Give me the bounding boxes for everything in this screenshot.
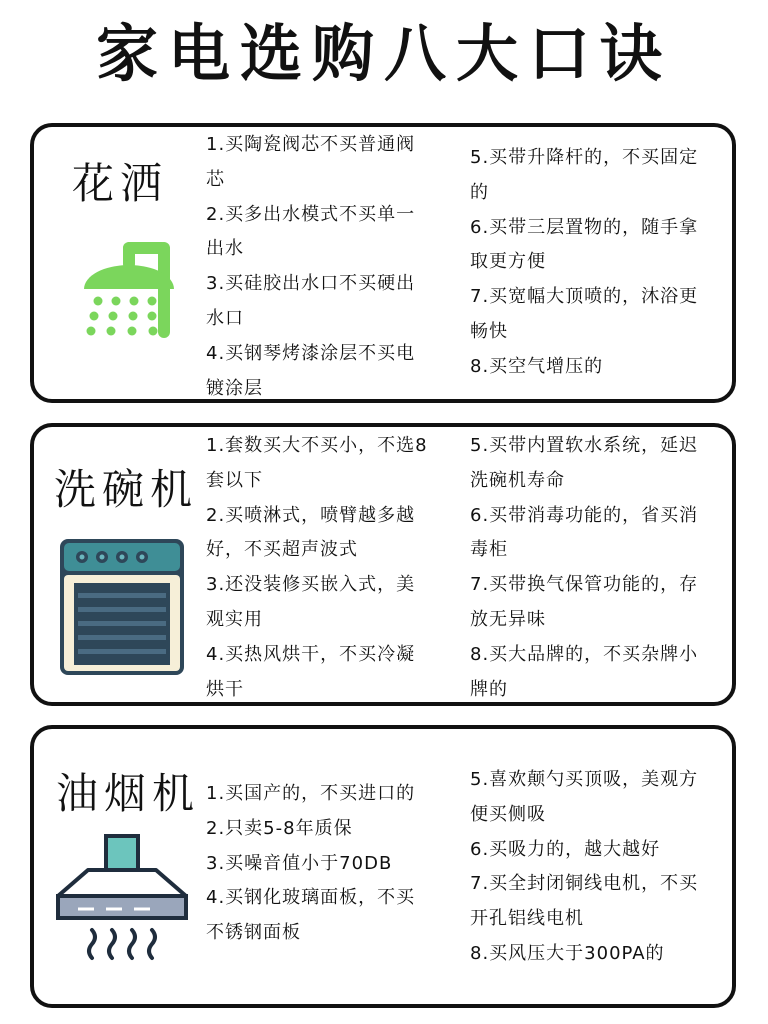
dishwasher-icon xyxy=(58,537,186,683)
range-hood-card xyxy=(30,725,736,1008)
shower-label: 花洒 xyxy=(72,159,169,208)
tip-line: 洗碗机寿命 xyxy=(470,469,565,491)
shower-tips-left xyxy=(206,128,415,406)
tip-line: 2.买喷淋式，喷臂越多越 xyxy=(206,504,416,526)
dishwasher-tips-left xyxy=(206,429,428,707)
tip-line: 7.买带换气保管功能的，存 xyxy=(470,574,699,596)
dishwasher-tips-right xyxy=(470,429,698,707)
tip-line: 6.买吸力的，越大越好 xyxy=(470,838,661,860)
tip-line: 牌的 xyxy=(470,678,508,700)
tip-line: 8.买大品牌的，不买杂牌小 xyxy=(470,643,699,665)
shower-tips-right xyxy=(470,141,698,385)
tip-line: 芯 xyxy=(206,168,225,190)
tip-line: 畅快 xyxy=(470,320,508,342)
page-title: 家电选购八大口诀 xyxy=(95,17,672,90)
tip-line: 5.买带内置软水系统，延迟 xyxy=(470,435,699,456)
dishwasher-card xyxy=(30,423,736,706)
tip-line: 2.只卖5-8年质保 xyxy=(206,817,353,839)
tip-line: 开孔铝线电机 xyxy=(470,908,584,930)
tip-line: 4.买钢化玻璃面板，不买 xyxy=(206,887,416,909)
range-hood-tips-left xyxy=(206,777,415,951)
tip-line: 套以下 xyxy=(206,469,263,491)
tip-line: 3.买噪音值小于70DB xyxy=(206,852,393,874)
tip-line: 的 xyxy=(470,181,489,203)
shower-card xyxy=(30,123,736,403)
tip-line: 水口 xyxy=(206,307,244,329)
tip-line: 烘干 xyxy=(206,678,244,700)
tip-line: 不锈钢面板 xyxy=(206,922,301,944)
tip-line: 毒柜 xyxy=(470,539,508,561)
tip-line: 取更方便 xyxy=(470,251,546,273)
range-hood-tips-right xyxy=(470,763,698,972)
tip-line: 便买侧吸 xyxy=(470,803,546,825)
tip-line: 4.买钢琴烤漆涂层不买电 xyxy=(206,342,416,364)
tip-line: 8.买风压大于300PA的 xyxy=(470,942,665,964)
tip-line: 1.买陶瓷阀芯不买普通阀 xyxy=(206,134,416,155)
range-hood-icon xyxy=(54,834,190,966)
tip-line: 4.买热风烘干，不买冷凝 xyxy=(206,643,416,665)
tip-line: 好，不买超声波式 xyxy=(206,539,358,561)
tip-line: 7.买宽幅大顶喷的，沐浴更 xyxy=(470,286,699,308)
tip-line: 5.买带升降杆的，不买固定 xyxy=(470,147,699,168)
tip-line: 3.买硅胶出水口不买硬出 xyxy=(206,273,416,295)
tip-line: 1.买国产的，不买进口的 xyxy=(206,783,416,804)
dishwasher-label: 洗碗机 xyxy=(54,465,199,514)
tip-line: 镀涂层 xyxy=(206,377,263,399)
tip-line: 1.套数买大不买小，不选8 xyxy=(206,435,428,456)
tip-line: 6.买带消毒功能的，省买消 xyxy=(470,504,699,526)
tip-line: 8.买空气增压的 xyxy=(470,355,604,377)
tip-line: 2.买多出水模式不买单一 xyxy=(206,203,416,225)
tip-line: 7.买全封闭铜线电机，不买 xyxy=(470,873,699,895)
tip-line: 出水 xyxy=(206,238,244,260)
tip-line: 放无异味 xyxy=(470,608,546,630)
shower-icon xyxy=(78,237,178,351)
tip-line: 观实用 xyxy=(206,608,263,630)
tip-line: 5.喜欢颠勺买顶吸，美观方 xyxy=(470,769,699,790)
tip-line: 3.还没装修买嵌入式，美 xyxy=(206,574,416,596)
range-hood-label: 油烟机 xyxy=(56,769,201,818)
tip-line: 6.买带三层置物的，随手拿 xyxy=(470,216,699,238)
